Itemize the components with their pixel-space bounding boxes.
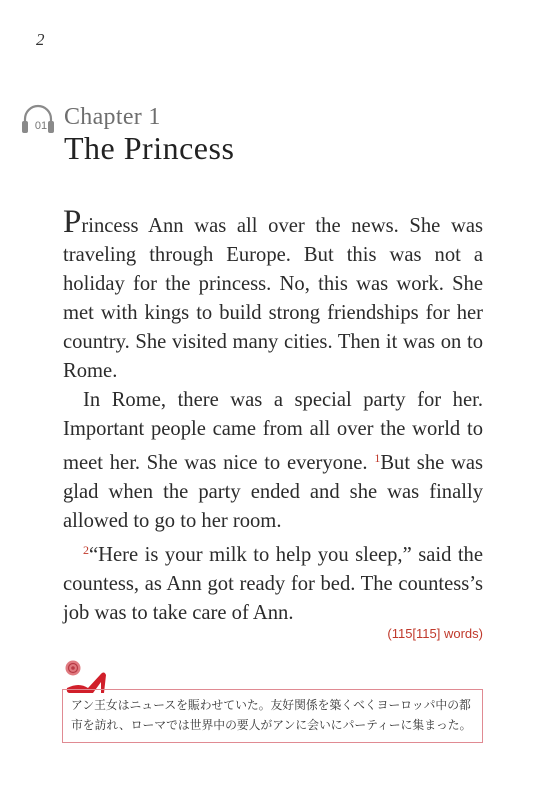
story-text	[63, 204, 484, 628]
chapter-header	[20, 100, 520, 170]
paragraph-2-text-a: In Rome, there was a special party for her. Important people came from all over the world to meet her. She was nice to everyone.	[63, 389, 483, 474]
story-paragraph-2	[63, 386, 483, 536]
drop-cap: P	[63, 204, 82, 240]
page-number: 2	[36, 30, 45, 49]
paragraph-2-text-b: But she was glad when the party ended and she was finally allowed to go to her room.	[63, 452, 484, 532]
note-marker-1: 1	[374, 451, 381, 465]
paragraph-3-text: “Here is your milk to help you sleep,” said the countess, as Ann got ready for bed. The countess’s job was to take care of Ann.	[63, 544, 483, 624]
word-count: (115[115] words)	[387, 626, 483, 641]
paragraph-1-text: rincess Ann was all over the news. She was traveling through Europe. But this was not a holiday for the princess. No, this was work. She met with kings to build strong friendships for her country. She visited many cities. Then it was on to Rome.	[63, 215, 483, 382]
note-marker-2: 2	[83, 543, 89, 557]
chapter-label: Chapter 1	[64, 104, 161, 130]
chapter-title: The Princess	[64, 130, 235, 166]
translation-box: アン王女はニュースを賑わせていた。友好関係を築くべくヨーロッパ中の都市を訪れ、ローマでは世界中の要人がアンに会いにパーティーに集まった。	[62, 689, 483, 743]
story-paragraph-1	[63, 204, 483, 386]
story-paragraph-3	[63, 536, 483, 628]
audio-track-number: 01	[34, 120, 48, 132]
